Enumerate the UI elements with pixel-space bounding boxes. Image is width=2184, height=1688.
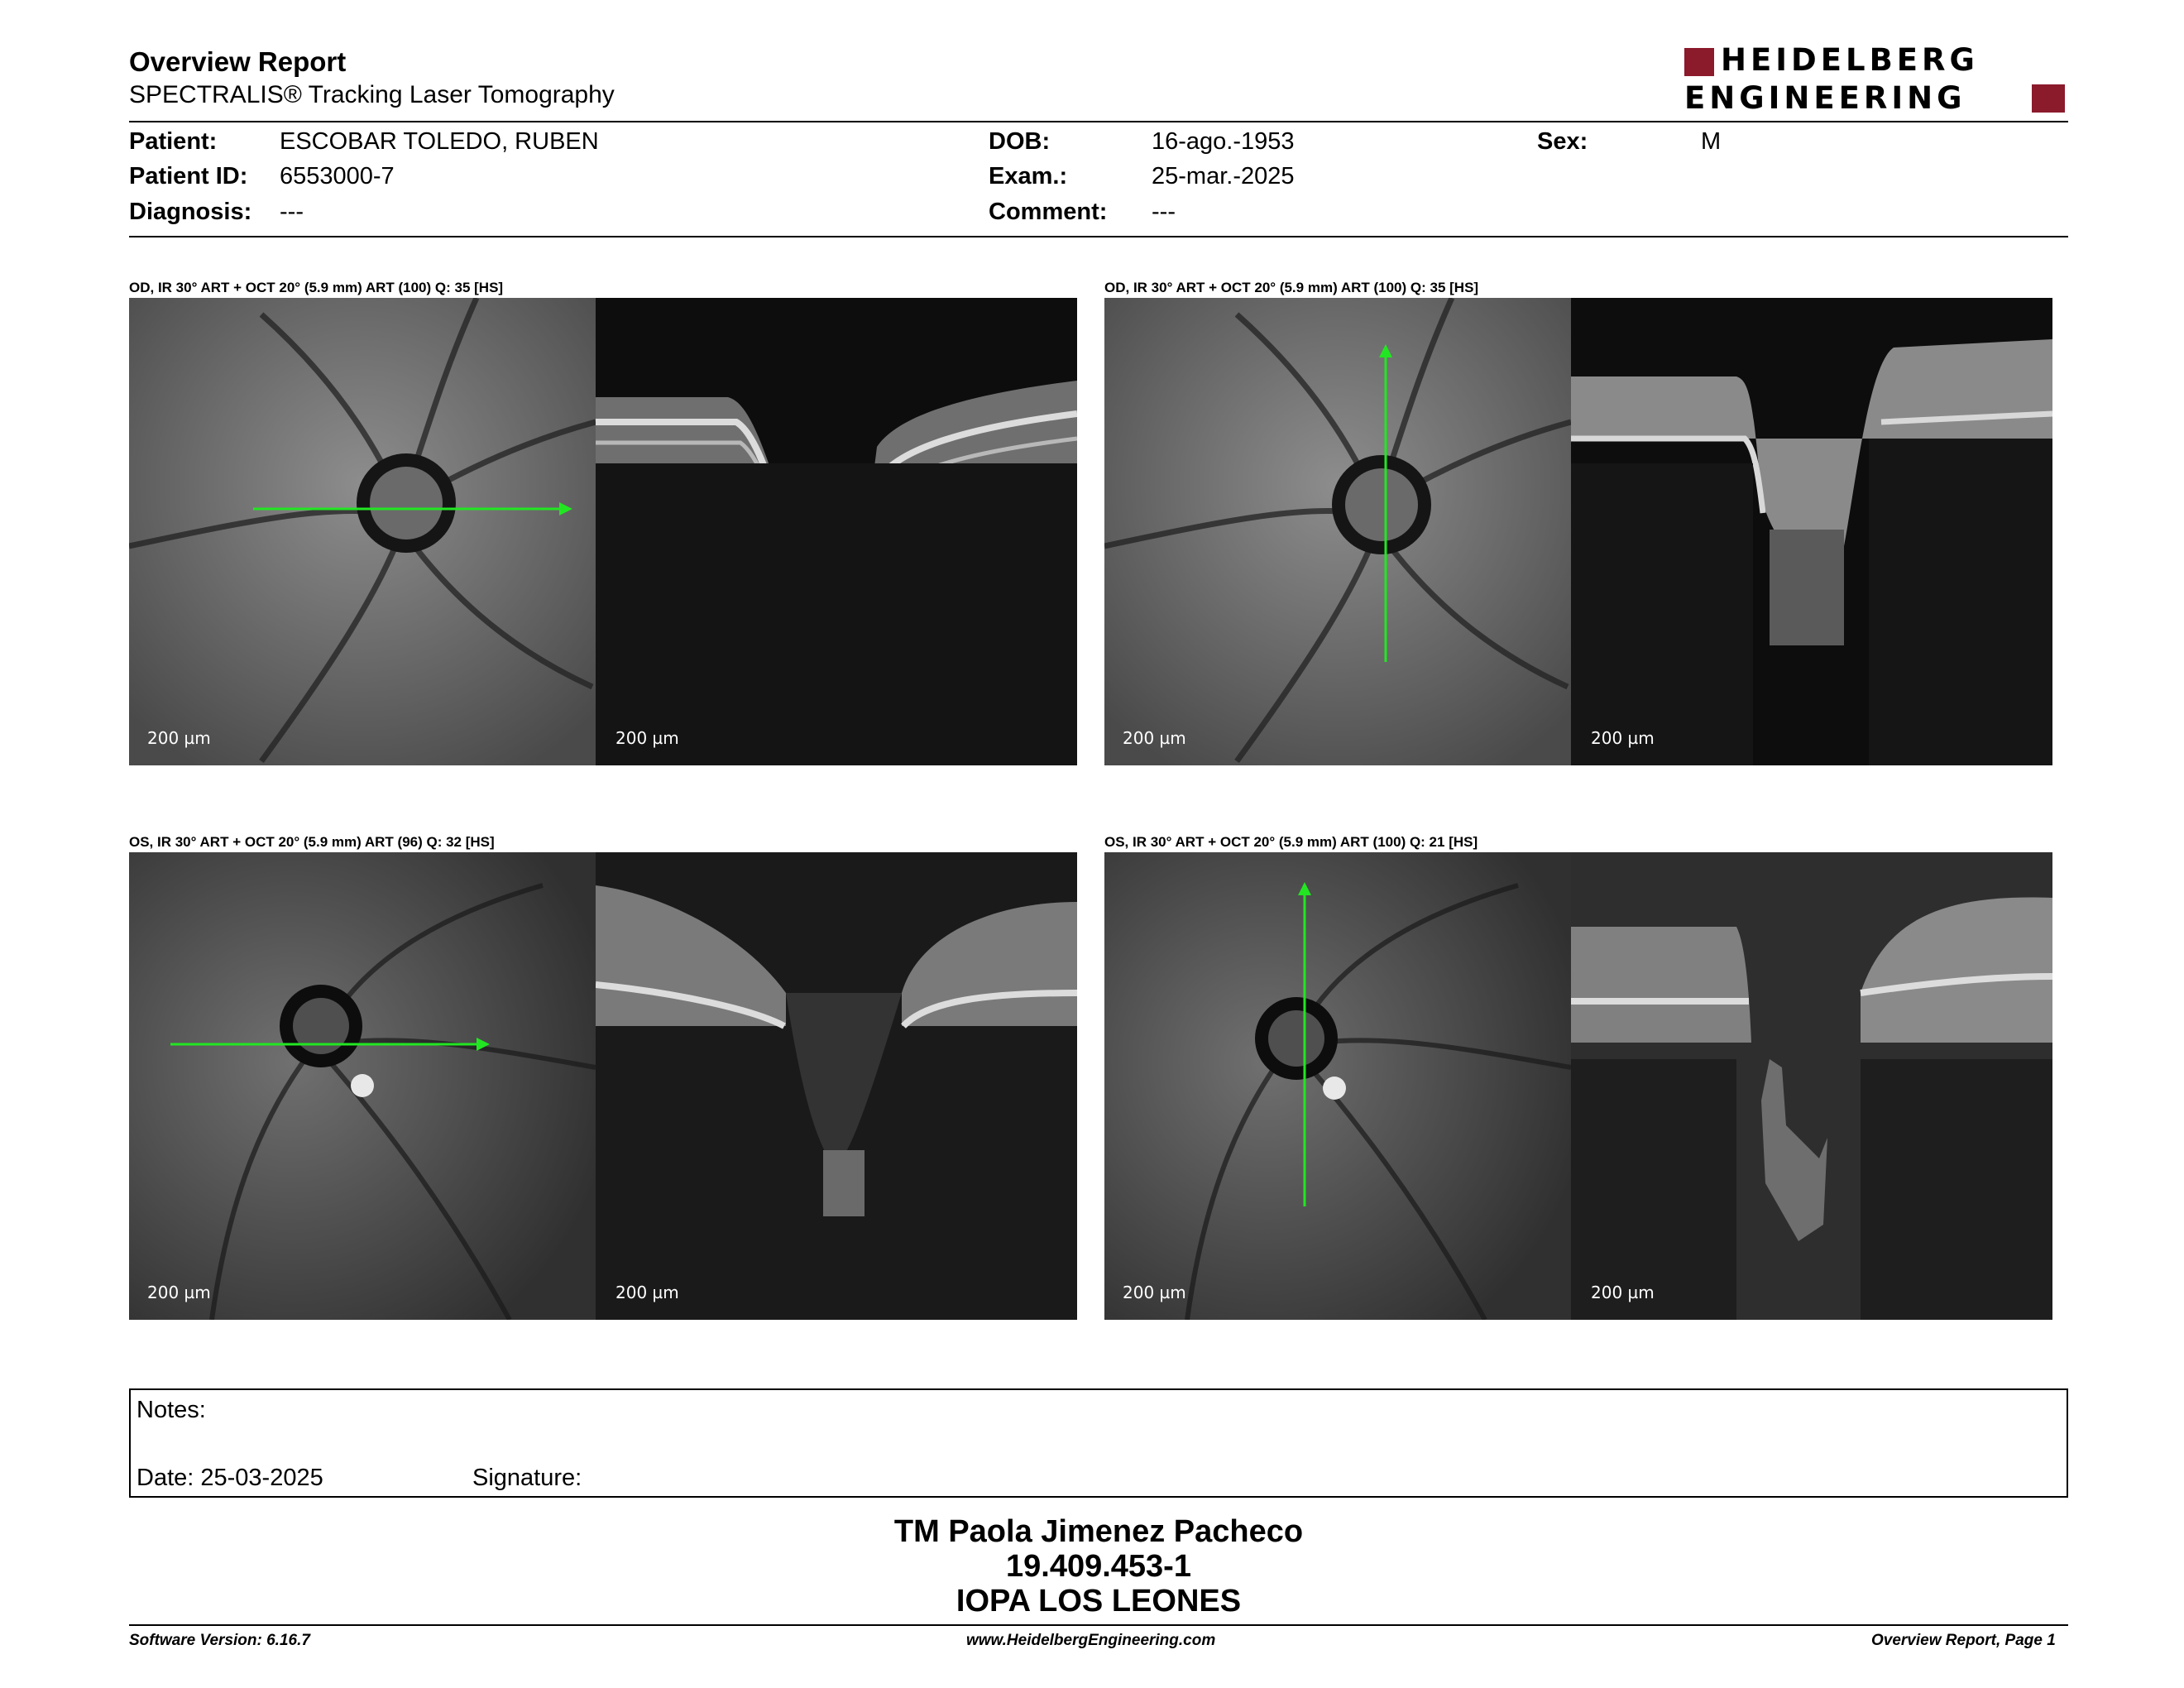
report-title: Overview Report xyxy=(129,46,347,77)
diagnosis-label: Diagnosis: xyxy=(129,199,252,225)
panel-3-caption: OS, IR 30° ART + OCT 20° (5.9 mm) ART (96) Q: 32 [HS] xyxy=(129,834,495,850)
panel-2-oct-image xyxy=(1571,298,2052,765)
logo-line-2: ENGINEERING xyxy=(1684,80,1966,116)
panel-4-ir-scale: 200 µm xyxy=(1123,1283,1186,1302)
panel-4-fundus-image xyxy=(1104,852,1571,1320)
website-link[interactable]: www.HeidelbergEngineering.com xyxy=(966,1632,1216,1649)
heidelberg-logo xyxy=(1684,42,2068,117)
diagnosis-value: --- xyxy=(280,199,304,225)
panel-2-fundus-image xyxy=(1104,298,1571,765)
page-number: Overview Report, Page 1 xyxy=(1871,1632,2056,1649)
patient-id-label: Patient ID: xyxy=(129,163,248,189)
panel-2-ir-scale: 200 µm xyxy=(1123,728,1186,748)
sex-label: Sex: xyxy=(1537,128,1588,155)
panel-1-oct-image xyxy=(596,298,1077,765)
sex-value: M xyxy=(1701,128,1722,155)
panel-1-caption: OD, IR 30° ART + OCT 20° (5.9 mm) ART (100) Q: 35 [HS] xyxy=(129,280,504,295)
panel-4-oct-scale: 200 µm xyxy=(1591,1283,1655,1302)
panel-3-oct-scale: 200 µm xyxy=(615,1283,679,1302)
software-version: Software Version: 6.16.7 xyxy=(129,1632,310,1649)
patient-divider xyxy=(129,236,2068,237)
signer-institution: IOPA LOS LEONES xyxy=(956,1584,1242,1618)
exam-value: 25-mar.-2025 xyxy=(1152,163,1295,189)
footer-divider xyxy=(129,1624,2068,1626)
header-divider xyxy=(129,121,2068,122)
patient-id-value: 6553000-7 xyxy=(280,163,395,189)
panel-3-oct-image xyxy=(596,852,1077,1320)
comment-label: Comment: xyxy=(989,199,1108,225)
dob-label: DOB: xyxy=(989,128,1051,155)
exam-label: Exam.: xyxy=(989,163,1068,189)
panel-3-ir-scale: 200 µm xyxy=(147,1283,211,1302)
signer-rut: 19.409.453-1 xyxy=(1006,1549,1191,1584)
panel-4-caption: OS, IR 30° ART + OCT 20° (5.9 mm) ART (100) Q: 21 [HS] xyxy=(1104,834,1478,850)
comment-value: --- xyxy=(1152,199,1176,225)
logo-line-1: HEIDELBERG xyxy=(1721,42,1979,78)
dob-value: 16-ago.-1953 xyxy=(1152,128,1295,155)
panel-2-oct-scale: 200 µm xyxy=(1591,728,1655,748)
patient-value: ESCOBAR TOLEDO, RUBEN xyxy=(280,128,599,155)
signer-name: TM Paola Jimenez Pacheco xyxy=(893,1514,1304,1549)
report-subtitle: SPECTRALIS® Tracking Laser Tomography xyxy=(129,81,615,108)
panel-1-oct-scale: 200 µm xyxy=(615,728,679,748)
panel-4-oct-image xyxy=(1571,852,2052,1320)
notes-box[interactable] xyxy=(129,1388,2068,1498)
date-label: Date: 25-03-2025 xyxy=(136,1465,323,1491)
panel-2-caption: OD, IR 30° ART + OCT 20° (5.9 mm) ART (100) Q: 35 [HS] xyxy=(1104,280,1479,295)
panel-1-ir-scale: 200 µm xyxy=(147,728,211,748)
signature-label: Signature: xyxy=(472,1465,582,1491)
notes-label: Notes: xyxy=(136,1397,206,1423)
patient-label: Patient: xyxy=(129,128,218,155)
logo-square-icon xyxy=(1684,48,1714,76)
panel-1-fundus-image xyxy=(129,298,596,765)
logo-square-icon xyxy=(2032,84,2065,113)
panel-3-fundus-image xyxy=(129,852,596,1320)
